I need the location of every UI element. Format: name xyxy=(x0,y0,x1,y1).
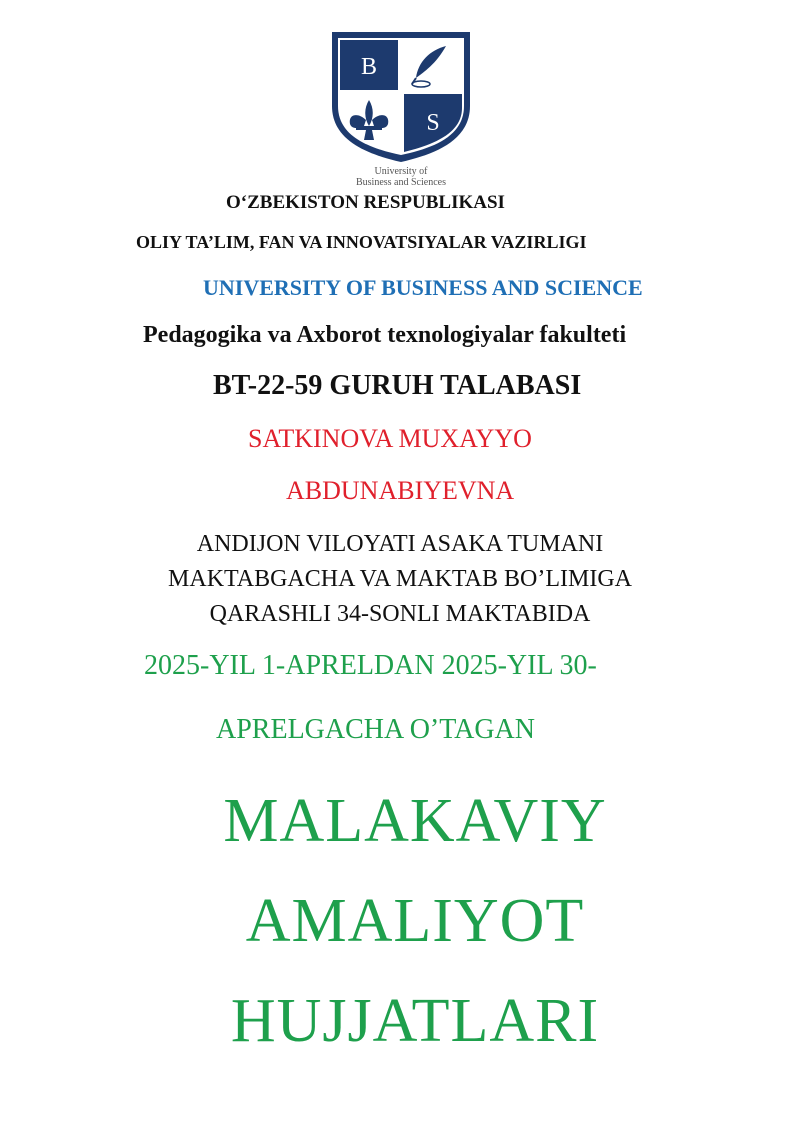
title-line2: AMALIYOT xyxy=(245,887,585,955)
student-name-line2: ABDUNABIYEVNA xyxy=(286,476,515,505)
faculty-name: Pedagogika va Axborot texnologiyalar fakulteti xyxy=(143,322,627,348)
student-name-line1: SATKINOVA MUXAYYO xyxy=(248,424,532,453)
university-name: UNIVERSITY OF BUSINESS AND SCIENCE xyxy=(203,275,643,300)
practice-location xyxy=(0,527,800,632)
republic-heading: O‘ZBEKISTON RESPUBLIKASI xyxy=(226,192,505,213)
location-line2: MAKTABGACHA VA MAKTAB BO’LIMIGA xyxy=(168,566,632,592)
period-line1: 2025-YIL 1-APRELDAN 2025-YIL 30- xyxy=(144,650,597,681)
logo-caption-line1: University of xyxy=(374,166,428,177)
ministry-heading: OLIY TA’LIM, FAN VA INNOVATSIYALAR VAZIRLIGI xyxy=(136,232,587,252)
location-line3: QARASHLI 34-SONLI MAKTABIDA xyxy=(209,601,591,627)
location-line1: ANDIJON VILOYATI ASAKA TUMANI xyxy=(196,531,604,557)
period-line2: APRELGACHA O’TAGAN xyxy=(216,714,535,745)
student-group: BT-22-59 GURUH TALABASI xyxy=(213,370,582,401)
logo-letter-s: S xyxy=(426,110,440,136)
title-line3: HUJJATLARI xyxy=(230,987,600,1055)
logo-caption-line2: Business and Sciences xyxy=(356,177,446,188)
university-logo xyxy=(318,28,484,188)
logo-letter-b: B xyxy=(360,54,378,80)
title-line1: MALAKAVIY xyxy=(223,787,607,855)
